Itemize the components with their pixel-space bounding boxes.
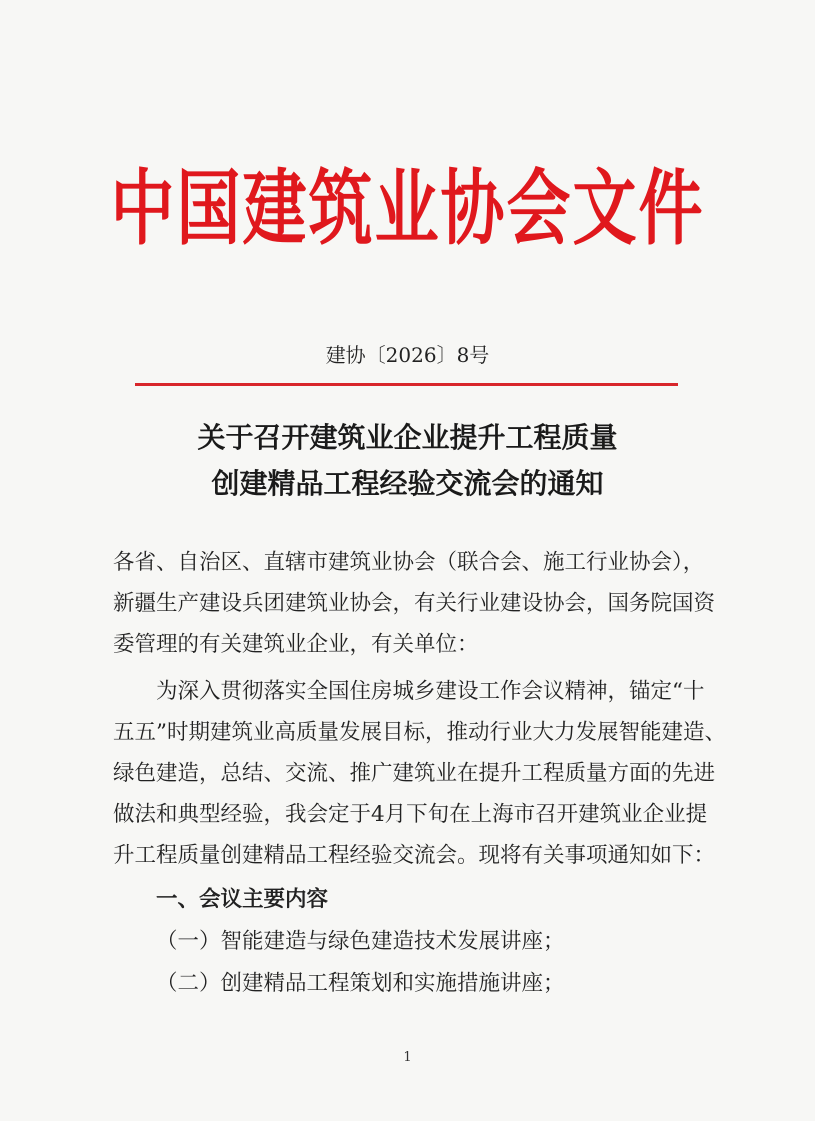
section-item-2: （二）创建精品工程策划和实施措施讲座； (156, 971, 565, 996)
addressee-line-1: 各省、自治区、直辖市建筑业协会（联合会、施工行业协会）， (113, 550, 705, 575)
body-line-3: 绿色建造，总结、交流、推广建筑业在提升工程质量方面的先进 (113, 761, 716, 786)
section-heading: 一、会议主要内容 (156, 887, 329, 912)
body-line-4: 做法和典型经验，我会定于4月下旬在上海市召开建筑业企业提 (113, 802, 708, 827)
red-divider-line (135, 383, 678, 386)
body-line-2: 五五”时期建筑业高质量发展目标，推动行业大力发展智能建造、 (113, 720, 726, 745)
org-title-header: 中国建筑业协会文件 (110, 162, 705, 257)
subject-line-1: 关于召开建筑业企业提升工程质量 (197, 421, 618, 454)
body-line-5: 升工程质量创建精品工程经验交流会。现将有关事项通知如下： (113, 843, 716, 868)
body-line-1: 为深入贯彻落实全国住房城乡建设工作会议精神，锚定“十 (156, 679, 705, 704)
document-subject (0, 415, 815, 507)
addressee-line-2: 新疆生产建设兵团建筑业协会，有关行业建设协会，国务院国资 (113, 591, 716, 616)
addressee-line-3: 委管理的有关建筑业企业，有关单位： (113, 632, 479, 657)
subject-line-2: 创建精品工程经验交流会的通知 (211, 467, 604, 500)
page-number: 1 (403, 1050, 412, 1065)
section-item-1: （一）智能建造与绿色建造技术发展讲座； (156, 929, 565, 954)
document-number: 建协〔2026〕8号 (325, 343, 490, 367)
